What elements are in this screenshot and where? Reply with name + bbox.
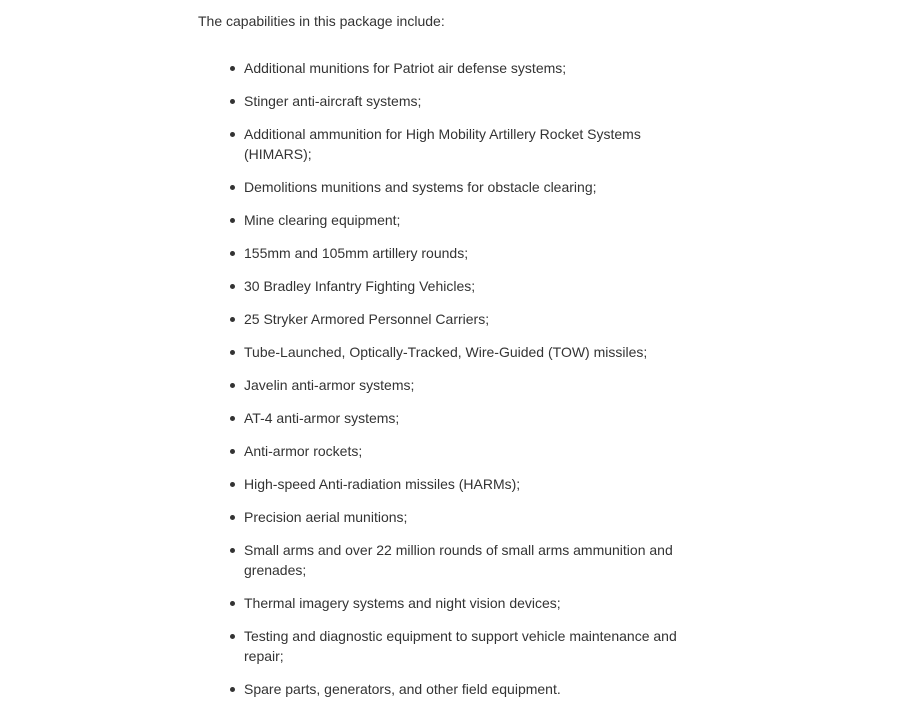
list-item: Javelin anti-armor systems; — [244, 375, 694, 395]
list-item: High-speed Anti-radiation missiles (HARMs); — [244, 474, 694, 494]
list-item: Precision aerial munitions; — [244, 507, 694, 527]
list-item: Testing and diagnostic equipment to support vehicle maintenance and repair; — [244, 626, 694, 666]
list-item: 25 Stryker Armored Personnel Carriers; — [244, 309, 694, 329]
list-item: AT-4 anti-armor systems; — [244, 408, 694, 428]
list-item: Spare parts, generators, and other field equipment. — [244, 679, 694, 699]
list-item: 30 Bradley Infantry Fighting Vehicles; — [244, 276, 694, 296]
list-item: Stinger anti-aircraft systems; — [244, 91, 694, 111]
list-item: Additional munitions for Patriot air defense systems; — [244, 58, 694, 78]
intro-paragraph: The capabilities in this package include: — [198, 13, 445, 29]
list-item: Tube-Launched, Optically-Tracked, Wire-Guided (TOW) missiles; — [244, 342, 694, 362]
list-item: Anti-armor rockets; — [244, 441, 694, 461]
list-item: Thermal imagery systems and night vision devices; — [244, 593, 694, 613]
list-item: 155mm and 105mm artillery rounds; — [244, 243, 694, 263]
capabilities-list — [244, 58, 694, 712]
list-item: Mine clearing equipment; — [244, 210, 694, 230]
list-item: Small arms and over 22 million rounds of small arms ammunition and grenades; — [244, 540, 694, 580]
list-item: Additional ammunition for High Mobility Artillery Rocket Systems (HIMARS); — [244, 124, 694, 164]
list-item: Demolitions munitions and systems for obstacle clearing; — [244, 177, 694, 197]
